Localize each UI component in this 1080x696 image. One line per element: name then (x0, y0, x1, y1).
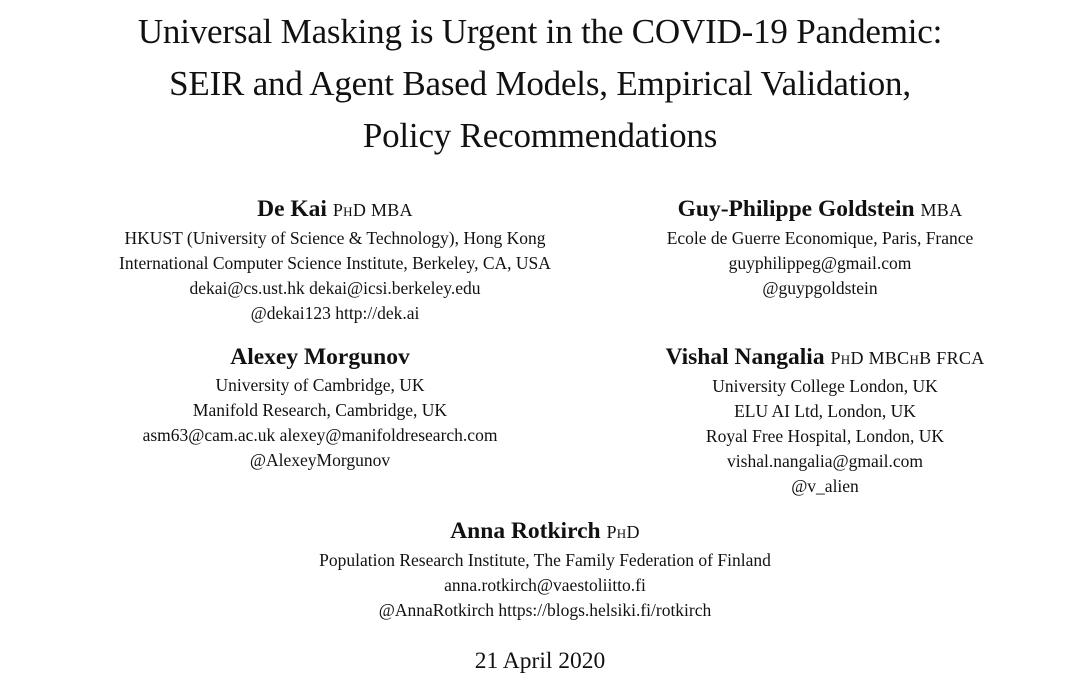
author-handle[interactable]: @guypgoldstein (762, 278, 878, 298)
author-handle-url[interactable]: @AnnaRotkirch https://blogs.helsiki.fi/rotkirch (378, 600, 712, 620)
author-block-nangalia (590, 342, 1060, 499)
author-name: De Kai (257, 196, 327, 222)
author-affiliation: HKUST (University of Science & Technology), Hong Kong (124, 228, 546, 248)
author-handle-url[interactable]: @dekai123 http://dek.ai (250, 303, 420, 323)
author-affiliation: ELU AI Ltd, London, UK (734, 401, 916, 421)
author-name: Guy-Philippe Goldstein (677, 196, 915, 222)
author-degrees: PhD (606, 522, 640, 542)
author-handle[interactable]: @AlexeyMorgunov (249, 450, 391, 470)
author-name-line (40, 342, 600, 372)
author-name: Alexey Morgunov (230, 344, 410, 370)
author-name-line (40, 194, 630, 225)
author-email[interactable]: anna.rotkirch@vaestoliitto.fi (444, 575, 646, 595)
author-block-rotkirch (200, 516, 890, 623)
title-line-1: Universal Masking is Urgent in the COVID-19 Pandemic: (137, 12, 943, 51)
author-name: Vishal Nangalia (665, 344, 825, 370)
author-block-morgunov (40, 342, 600, 473)
paper-title (0, 6, 1080, 162)
author-email[interactable]: vishal.nangalia@gmail.com (727, 451, 923, 471)
author-degrees: PhD MBChB FRCA (830, 348, 985, 368)
author-affiliation: University of Cambridge, UK (215, 375, 425, 395)
author-affiliation: Royal Free Hospital, London, UK (705, 426, 945, 446)
title-line-2: SEIR and Agent Based Models, Empirical Validation, (169, 64, 911, 103)
author-affiliation: Manifold Research, Cambridge, UK (192, 400, 448, 420)
author-email[interactable]: dekai@cs.ust.hk dekai@icsi.berkeley.edu (189, 278, 481, 298)
author-affiliation: Ecole de Guerre Economique, Paris, France (666, 228, 974, 248)
author-block-de-kai (40, 194, 630, 326)
author-degrees: MBA (920, 200, 963, 220)
author-email[interactable]: guyphilippeg@gmail.com (728, 253, 912, 273)
author-affiliation: Population Research Institute, The Family Federation of Finland (319, 550, 771, 570)
author-block-goldstein (620, 194, 1020, 301)
author-handle[interactable]: @v_alien (791, 476, 859, 496)
paper-date: 21 April 2020 (474, 648, 606, 674)
author-email[interactable]: asm63@cam.ac.uk alexey@manifoldresearch.com (142, 425, 498, 445)
title-line-3: Policy Recommendations (362, 116, 718, 155)
author-name-line (590, 342, 1060, 373)
author-affiliation: University College London, UK (712, 376, 938, 396)
author-affiliation: International Computer Science Institute, Berkeley, CA, USA (119, 253, 551, 273)
author-degrees: PhD MBA (332, 200, 413, 220)
author-name-line (200, 516, 890, 547)
author-name-line (620, 194, 1020, 225)
author-name: Anna Rotkirch (450, 518, 601, 544)
